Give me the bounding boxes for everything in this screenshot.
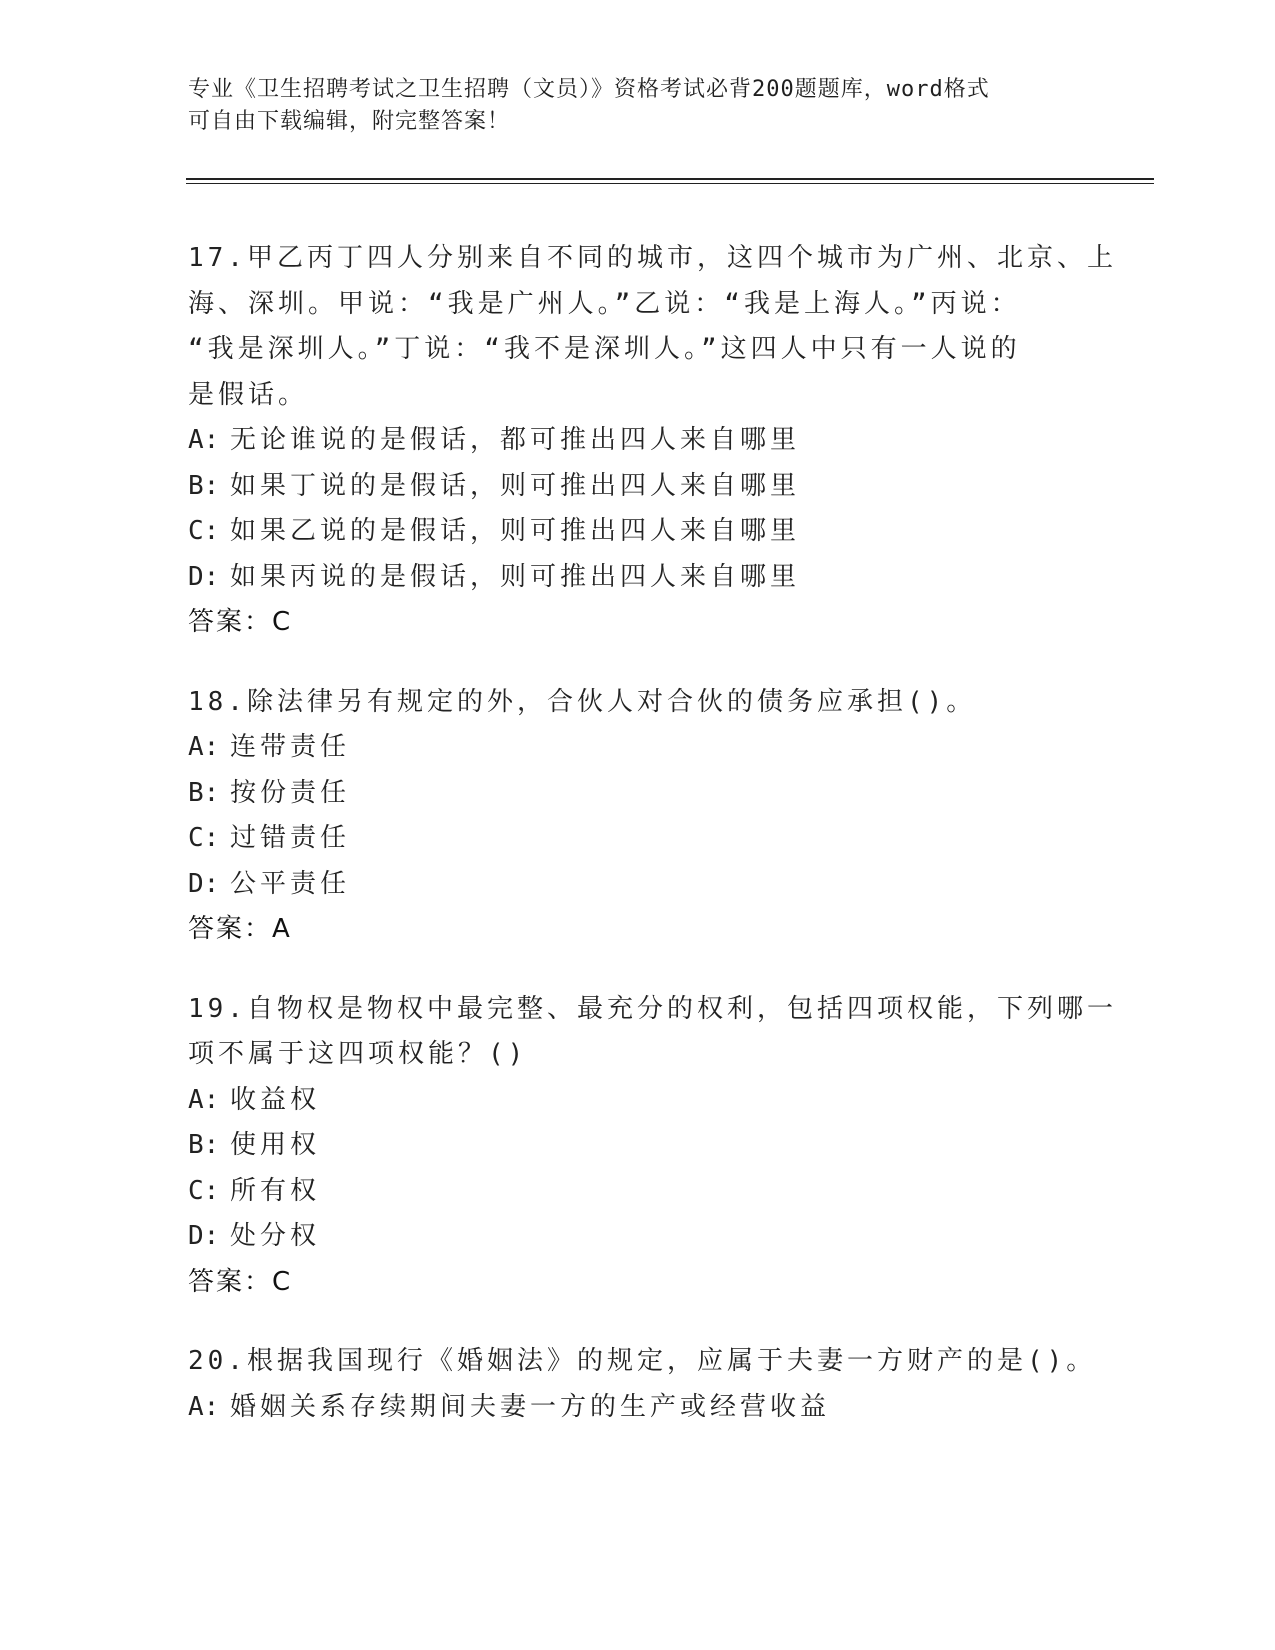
- question-stem: [188, 987, 1117, 1078]
- option-letter: D:: [188, 1221, 220, 1251]
- option-text: 所有权: [230, 1175, 321, 1206]
- option-text: 使用权: [230, 1130, 321, 1160]
- option-letter: B:: [188, 777, 220, 808]
- question-19: [188, 987, 1117, 1306]
- option-text: 无论谁说的是假话，都可推出四人来自哪里: [230, 425, 801, 455]
- option-text: 按份责任: [230, 777, 351, 808]
- option-c: [188, 509, 1088, 555]
- option-letter: B:: [188, 1130, 220, 1160]
- option-letter: B:: [188, 470, 220, 501]
- stem-line: 19.自物权是物权中最完整、最充分的权利，包括四项权能，下列哪一: [188, 993, 1117, 1024]
- option-letter: A:: [188, 1084, 220, 1115]
- option-b: [188, 771, 1088, 817]
- question-stem: [188, 236, 1117, 418]
- header-divider-thick: [186, 178, 1154, 180]
- option-d: [188, 555, 1088, 601]
- stem-line: 18.除法律另有规定的外，合伙人对合伙的债务应承担()。: [188, 686, 977, 717]
- option-text: 如果丙说的是假话，则可推出四人来自哪里: [230, 561, 801, 592]
- option-letter: C:: [188, 1175, 220, 1206]
- option-text: 如果乙说的是假话，则可推出四人来自哪里: [230, 516, 801, 546]
- header-divider-thin: [186, 183, 1154, 184]
- answer-line: 答案：C: [188, 607, 293, 637]
- option-d: [188, 862, 1088, 908]
- option-letter: A:: [188, 425, 220, 455]
- option-letter: C:: [188, 516, 220, 546]
- option-a: [188, 1078, 1088, 1124]
- option-text: 连带责任: [230, 732, 351, 762]
- option-b: [188, 464, 1088, 510]
- option-letter: A:: [188, 732, 220, 762]
- option-text: 公平责任: [230, 868, 351, 899]
- option-d: [188, 1214, 1088, 1260]
- stem-line: 20.根据我国现行《婚姻法》的规定，应属于夫妻一方财产的是()。: [188, 1346, 1097, 1376]
- header-line-1: 专业《卫生招聘考试之卫生招聘（文员）》资格考试必背200题题库，word格式: [188, 77, 990, 102]
- option-a: [188, 725, 1088, 771]
- stem-line: 海、深圳。甲说：“我是广州人。”乙说：“我是上海人。”丙说：: [188, 288, 1021, 319]
- answer-line: 答案：A: [188, 914, 292, 944]
- question-list: [188, 236, 1117, 1464]
- header-line-2: 可自由下载编辑，附完整答案！: [188, 109, 511, 134]
- option-text: 如果丁说的是假话，则可推出四人来自哪里: [230, 470, 801, 501]
- stem-line: “我是深圳人。”丁说：“我不是深圳人。”这四人中只有一人说的: [188, 334, 1021, 364]
- answer-line: 答案：C: [188, 1266, 293, 1297]
- question-17: [188, 236, 1117, 646]
- option-a: [188, 1385, 1088, 1431]
- option-a: [188, 418, 1088, 464]
- question-stem: [188, 1339, 1097, 1385]
- page-header: [188, 74, 1088, 138]
- question-20: [188, 1339, 1097, 1430]
- option-letter: C:: [188, 823, 220, 853]
- question-stem: [188, 680, 1088, 726]
- option-c: [188, 1169, 1088, 1215]
- option-letter: D:: [188, 561, 220, 592]
- question-18: [188, 680, 1088, 953]
- option-text: 处分权: [230, 1221, 321, 1251]
- stem-line: 是假话。: [188, 379, 309, 410]
- stem-line: 项不属于这四项权能？(): [188, 1039, 528, 1069]
- option-letter: D:: [188, 868, 220, 899]
- option-letter: A:: [188, 1391, 220, 1422]
- option-b: [188, 1123, 1088, 1169]
- option-c: [188, 816, 1088, 862]
- option-text: 婚姻关系存续期间夫妻一方的生产或经营收益: [230, 1391, 831, 1422]
- option-text: 收益权: [230, 1084, 321, 1115]
- option-text: 过错责任: [230, 823, 351, 853]
- stem-line: 17.甲乙丙丁四人分别来自不同的城市，这四个城市为广州、北京、上: [188, 243, 1117, 273]
